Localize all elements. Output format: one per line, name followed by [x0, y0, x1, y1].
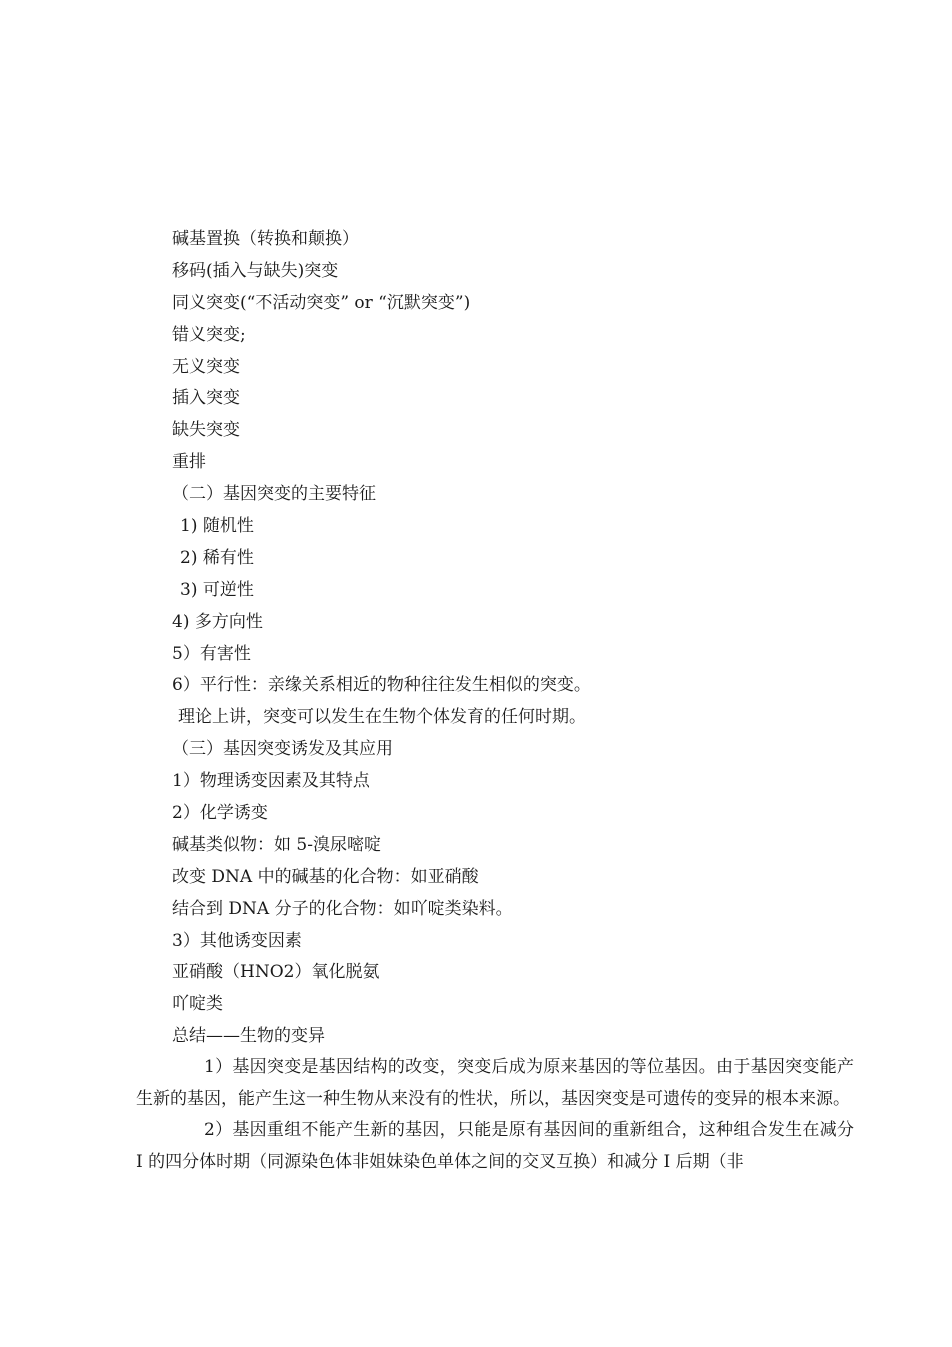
text-line: 错义突变; — [172, 324, 246, 345]
text-line: 1）物理诱变因素及其特点 — [172, 771, 370, 792]
text-line: 5）有害性 — [172, 643, 251, 664]
text-line: 改变 DNA 中的碱基的化合物：如亚硝酸 — [172, 866, 479, 887]
text-line: 3）其他诱变因素 — [172, 930, 302, 951]
text-line: 碱基类似物：如 5-溴尿嘧啶 — [172, 834, 381, 855]
section-heading: （二）基因突变的主要特征 — [172, 484, 376, 505]
text-line: 亚硝酸（HNO2）氧化脱氨 — [172, 962, 380, 983]
text-line: 2）化学诱变 — [172, 803, 268, 824]
text-line: 3) 可逆性 — [180, 579, 254, 600]
text-line: 结合到 DNA 分子的化合物：如吖啶类染料。 — [172, 898, 513, 919]
text-line: 碱基置换（转换和颠换） — [172, 229, 359, 249]
text-line: 2) 稀有性 — [180, 547, 254, 568]
text-line: 移码(插入与缺失)突变 — [172, 260, 339, 281]
outline-lines — [172, 224, 872, 1053]
text-line: 同义突变(“不活动突变” or “沉默突变”) — [172, 292, 471, 313]
text-line: 无义突变 — [172, 356, 240, 377]
text-line: 插入突变 — [172, 388, 240, 409]
text-line: 4) 多方向性 — [172, 611, 263, 632]
text-line: 缺失突变 — [172, 420, 240, 441]
text-line: 吖啶类 — [172, 994, 223, 1015]
text-line: 6）平行性：亲缘关系相近的物种往往发生相似的突变。 — [172, 675, 591, 696]
text-line: 1) 随机性 — [180, 516, 254, 537]
text-line: 理论上讲，突变可以发生在生物个体发育的任何时期。 — [178, 707, 586, 728]
section-heading: 总结——生物的变异 — [172, 1026, 325, 1047]
text-line: 重排 — [172, 452, 206, 473]
paragraph: 2）基因重组不能产生新的基因，只能是原有基因间的重新组合，这种组合发生在减分 I 的四分体时期（同源染色体非姐妹染色单体之间的交叉互换）和减分 I 后期（非 — [136, 1120, 854, 1172]
summary-paragraphs — [136, 1052, 854, 1178]
paragraph: 1）基因突变是基因结构的改变，突变后成为原来基因的等位基因。由于基因突变能产生新的基因，能产生这一种生物从来没有的性状，所以，基因突变是可遗传的变异的根本来源。 — [136, 1057, 854, 1109]
section-heading: （三）基因突变诱发及其应用 — [172, 739, 393, 760]
